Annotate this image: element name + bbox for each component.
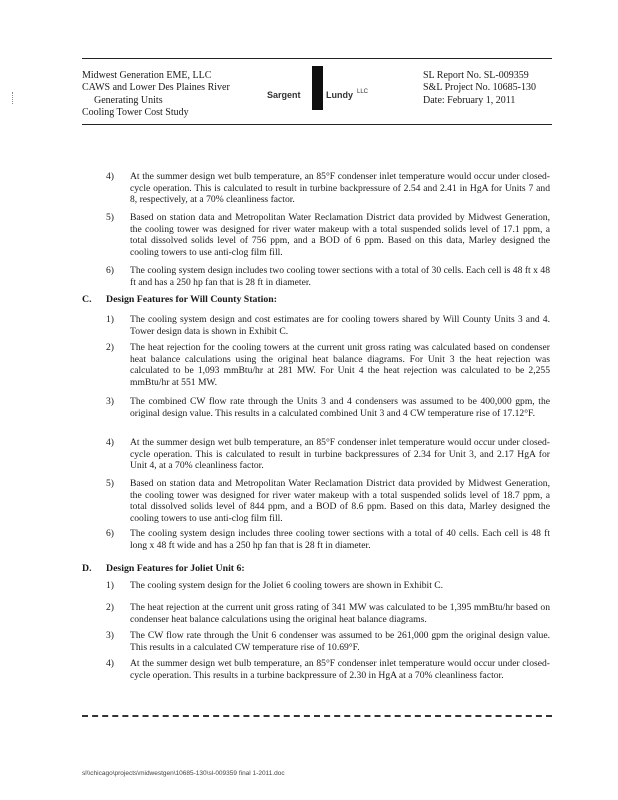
item-number: 4)	[106, 658, 114, 669]
item-text: Based on station data and Metropolitan Water Reclamation District data provided by Midwest Generation, the cooling tower was designed for river water makeup with a total suspended solids level of 18.7 ppm, a total dissolved solids level of 844 ppm, and a BOD of 8.6 ppm. Based on this data, Marley designed the cooling towers to use anti-clog film fill.	[130, 478, 550, 524]
item-number: 6)	[106, 265, 114, 276]
logo-text-right: Lundy	[326, 90, 353, 100]
item-number: 3)	[106, 396, 114, 407]
item-text: The cooling system design and cost estimates are for cooling towers shared by Will County Units 3 and 4. Tower design data is shown in Exhibit C.	[130, 314, 550, 337]
item-number: 1)	[106, 580, 114, 591]
section-letter: C.	[82, 294, 92, 305]
item-number: 6)	[106, 528, 114, 539]
project-subname: Generating Units	[94, 94, 163, 106]
item-text: The cooling system design includes three cooling tower sections with a total of 40 cells. Each cell is 48 ft long x 48 ft wide and has a 250 hp fan that is 28 ft in diameter.	[130, 528, 550, 551]
footer-rule	[82, 715, 552, 719]
item-text: The heat rejection at the current unit gross rating of 341 MW was calculated to be 1,395 mmBtu/hr based on condenser heat balance calculations using the original heat balance diagrams.	[130, 602, 550, 625]
logo-text-left: Sargent	[267, 90, 301, 100]
section-title: Design Features for Joliet Unit 6:	[106, 563, 245, 574]
item-number: 5)	[106, 478, 114, 489]
item-number: 4)	[106, 171, 114, 182]
report-number: SL Report No. SL-009359	[423, 70, 529, 81]
item-text: At the summer design wet bulb temperature, an 85°F condenser inlet temperature would occur under closed-cycle operation. This is calculated to result in turbine backpressure of 2.54 and 2.41 in HgA for Units 7 and 8, respectively, at a 70% cleanliness factor.	[130, 171, 550, 206]
margin-mark	[12, 92, 15, 104]
header-left-block	[82, 70, 252, 120]
client-name: Midwest Generation EME, LLC	[82, 70, 212, 81]
header-bottom-rule	[82, 124, 552, 125]
item-text: At the summer design wet bulb temperature, an 85°F condenser inlet temperature would occur under closed-cycle operation. This results in a turbine backpressure of 2.30 in HgA at a 70% cleanliness factor.	[130, 658, 550, 681]
item-number: 2)	[106, 602, 114, 613]
project-number: S&L Project No. 10685-130	[423, 82, 536, 94]
item-text: Based on station data and Metropolitan Water Reclamation District data provided by Midwest Generation, the cooling tower was designed for river water makeup with a total suspended solids level of 17.1 ppm, a total dissolved solids level of 756 ppm, and a BOD of 6 ppm. Based on this data, Marley designed the cooling towers to use anti-clog film fill.	[130, 212, 550, 258]
section-title: Design Features for Will County Station:	[106, 294, 278, 305]
project-name: CAWS and Lower Des Plaines River	[82, 82, 230, 94]
item-text: At the summer design wet bulb temperature, an 85°F condenser inlet temperature would occur under closed-cycle operation. This is calculated to result in turbine backpressures of 2.34 for Unit 3, and 2.17 HgA for Unit 4, at a 70% cleanliness factor.	[130, 437, 550, 472]
report-date: Date: February 1, 2011	[423, 94, 516, 106]
logo-suffix: LLC	[357, 89, 369, 95]
item-number: 2)	[106, 342, 114, 353]
item-text: The cooling system design includes two cooling tower sections with a total of 30 cells. Each cell is 48 ft x 48 ft and has a 250 hp fan that is 28 ft in diameter.	[130, 265, 550, 288]
section-letter: D.	[82, 563, 92, 574]
item-number: 5)	[106, 212, 114, 223]
logo-bar	[312, 66, 323, 110]
item-number: 1)	[106, 314, 114, 325]
item-number: 4)	[106, 437, 114, 448]
header-right-block	[423, 70, 553, 107]
item-number: 3)	[106, 630, 114, 641]
sargent-lundy-logo	[262, 64, 370, 110]
item-text: The heat rejection for the cooling towers at the current unit gross rating was calculated based on condenser heat balance calculations using the original heat balance diagrams. For Unit 3 the heat rejection was calculated to be 1,093 mmBtu/hr at 281 MW. For Unit 4 the heat rejection was calculated to be 2,255 mmBtu/hr at 551 MW.	[130, 342, 550, 388]
footer-file-path: sl\\chicago\projects\midwestgen\10685-130\sl-009359 final 1-2011.doc	[82, 770, 285, 777]
item-text: The CW flow rate through the Unit 6 condenser was assumed to be 261,000 gpm the original design value. This results in a calculated CW temperature rise of 10.69°F.	[130, 630, 550, 653]
item-text: The cooling system design for the Joliet 6 cooling towers are shown in Exhibit C.	[130, 580, 444, 591]
study-name: Cooling Tower Cost Study	[82, 107, 189, 119]
header-top-rule	[82, 58, 552, 59]
item-text: The combined CW flow rate through the Units 3 and 4 condensers was assumed to be 400,000 gpm, the original design value. This results in a calculated combined Unit 3 and 4 CW temperature rise of 17.12°F.	[130, 396, 550, 419]
